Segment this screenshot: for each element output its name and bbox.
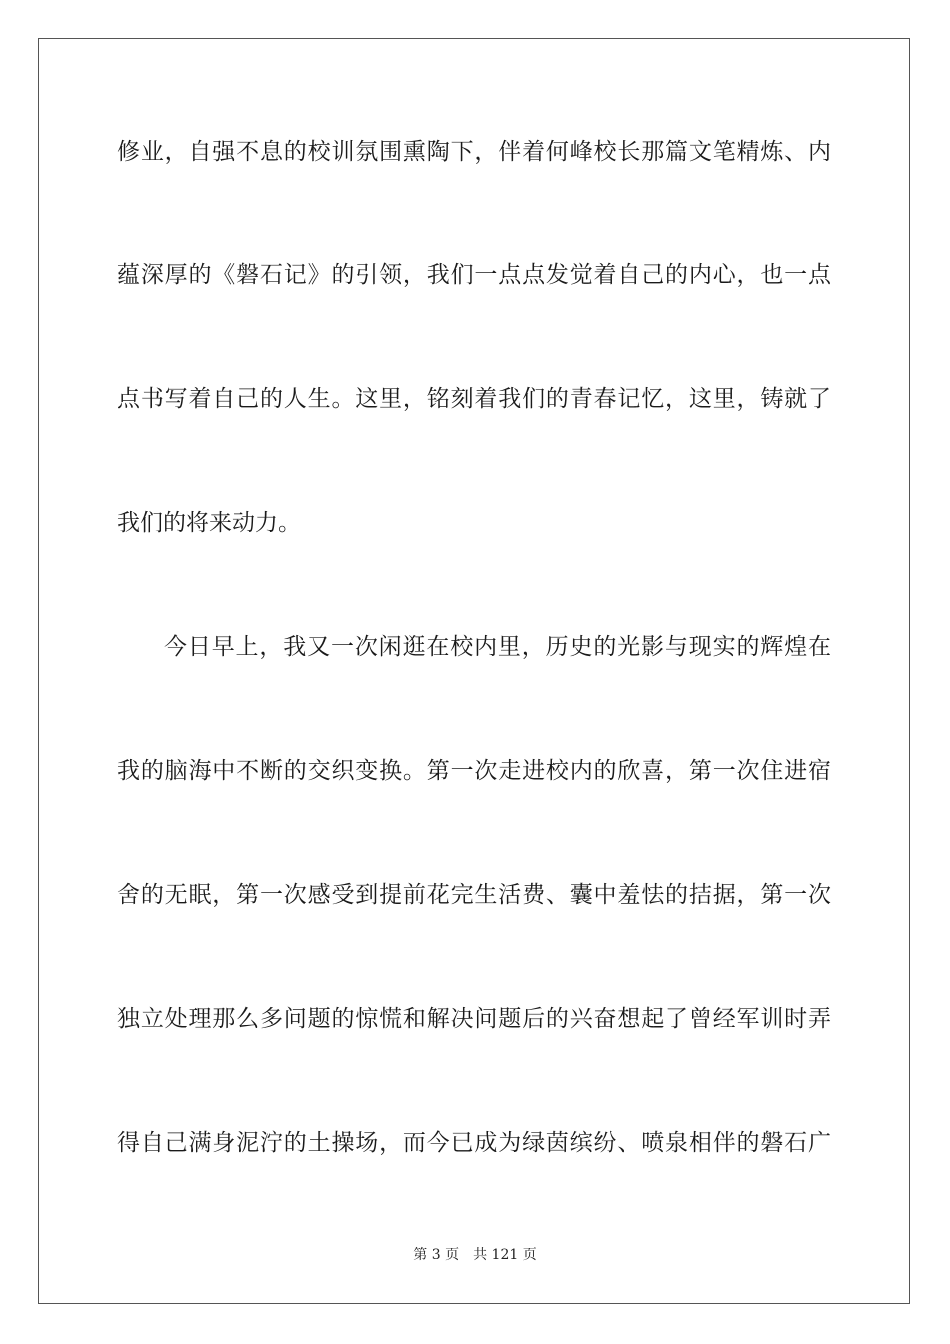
- body-text-line-4: 我们的将来动力。: [117, 510, 301, 536]
- body-text-line-3: 点书写着自己的人生。这里，铭刻着我们的青春记忆，这里，铸就了: [117, 386, 831, 412]
- body-text-line-9: 得自己满身泥泞的土操场，而今已成为绿茵缤纷、喷泉相伴的磐石广: [117, 1130, 831, 1156]
- paragraph-start-line: 今日早上，我又一次闲逛在校内里，历史的光影与现实的辉煌在: [164, 634, 831, 660]
- body-text-line-1: 修业，自强不息的校训氛围熏陶下，伴着何峰校长那篇文笔精炼、内: [117, 139, 831, 165]
- body-text-line-6: 我的脑海中不断的交织变换。第一次走进校内的欣喜，第一次住进宿: [117, 758, 831, 784]
- page-number-footer: 第 3 页 共 121 页: [413, 1247, 537, 1263]
- body-text-line-2: 蕴深厚的《磐石记》的引领，我们一点点发觉着自己的内心，也一点: [117, 262, 831, 288]
- body-text-line-8: 独立处理那么多问题的惊慌和解决问题后的兴奋想起了曾经军训时弄: [117, 1006, 831, 1032]
- page-border: [38, 38, 910, 1304]
- body-text-line-7: 舍的无眠，第一次感受到提前花完生活费、囊中羞怯的拮据，第一次: [117, 882, 831, 908]
